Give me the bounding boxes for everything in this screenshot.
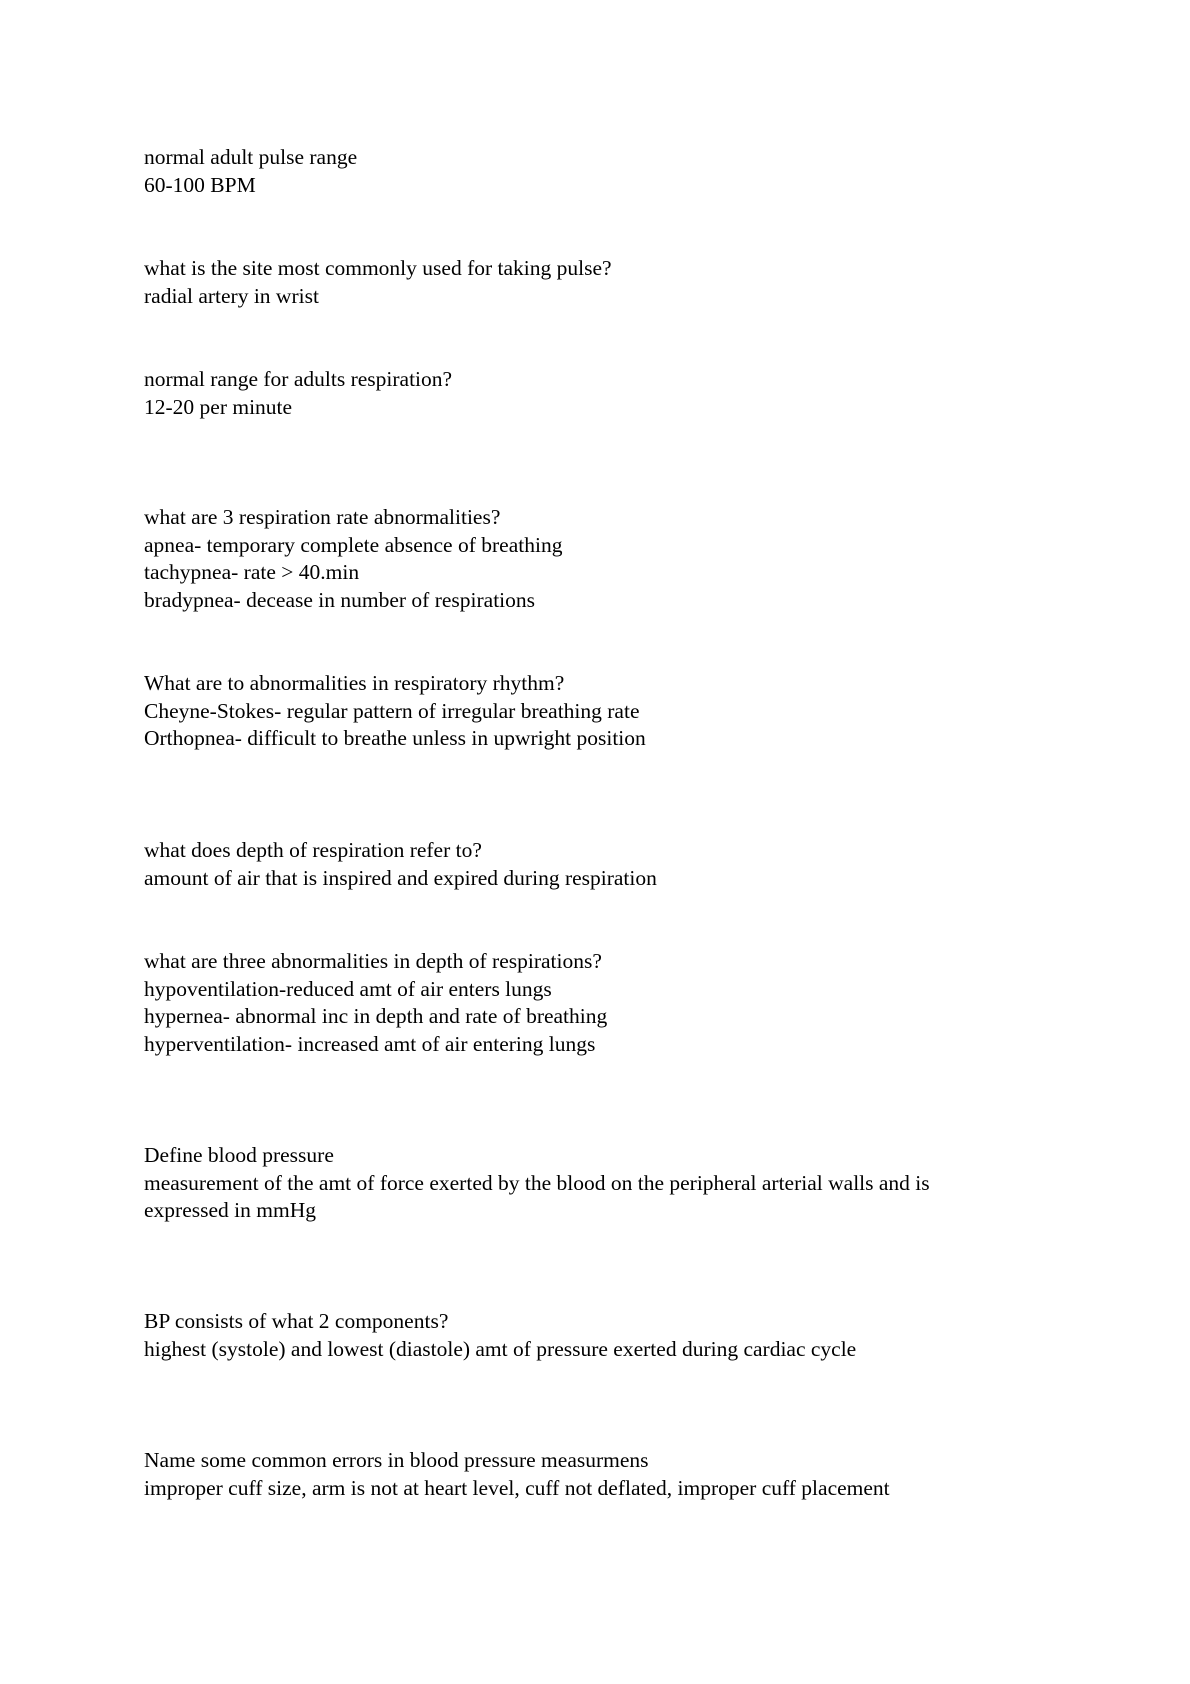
answer-text: Orthopnea- difficult to breathe unless in upwright position (144, 726, 646, 751)
answer-text: amount of air that is inspired and expired during respiration (144, 865, 657, 890)
qa-card-respiration-depth (144, 837, 1064, 892)
qa-card-respiration-rate-abnormalities (144, 504, 1064, 614)
answer-text: tachypnea- rate > 40.min (144, 560, 360, 585)
answer-text: expressed in mmHg (144, 1198, 316, 1223)
qa-card-respiratory-rhythm (144, 670, 1064, 753)
qa-card-bp-components (144, 1308, 1064, 1363)
qa-card-blood-pressure-definition (144, 1142, 1064, 1225)
answer-text: apnea- temporary complete absence of breathing (144, 532, 563, 557)
qa-card-pulse-range (144, 144, 1064, 199)
question-text: Name some common errors in blood pressure measurmens (144, 1448, 649, 1472)
question-text: what does depth of respiration refer to? (144, 838, 482, 862)
qa-card-bp-errors (144, 1447, 1064, 1502)
answer-text: 12-20 per minute (144, 394, 293, 419)
question-text: normal range for adults respiration? (144, 367, 453, 391)
answer-text: hypernea- abnormal inc in depth and rate of breathing (144, 1004, 608, 1029)
answer-text: radial artery in wrist (144, 283, 319, 308)
question-text: normal adult pulse range (144, 145, 358, 169)
answer-text: hyperventilation- increased amt of air entering lungs (144, 1031, 596, 1056)
question-text: what are 3 respiration rate abnormalities? (144, 505, 501, 529)
question-text: What are to abnormalities in respiratory rhythm? (144, 671, 565, 695)
question-text: BP consists of what 2 components? (144, 1309, 449, 1333)
question-text: Define blood pressure (144, 1143, 334, 1167)
qa-card-respiration-range (144, 366, 1064, 421)
answer-text: improper cuff size, arm is not at heart level, cuff not deflated, improper cuff placement (144, 1475, 890, 1500)
answer-text: measurement of the amt of force exerted by the blood on the peripheral arterial walls and is (144, 1170, 930, 1195)
answer-text: 60-100 BPM (144, 172, 256, 197)
answer-text: highest (systole) and lowest (diastole) amt of pressure exerted during cardiac cycle (144, 1336, 857, 1361)
answer-text: Cheyne-Stokes- regular pattern of irregular breathing rate (144, 698, 640, 723)
answer-text: bradypnea- decease in number of respirations (144, 587, 536, 612)
qa-card-depth-abnormalities (144, 948, 1064, 1058)
question-text: what is the site most commonly used for taking pulse? (144, 256, 612, 280)
answer-text: hypoventilation-reduced amt of air enters lungs (144, 976, 552, 1001)
qa-card-pulse-site (144, 255, 1064, 310)
question-text: what are three abnormalities in depth of respirations? (144, 949, 602, 973)
